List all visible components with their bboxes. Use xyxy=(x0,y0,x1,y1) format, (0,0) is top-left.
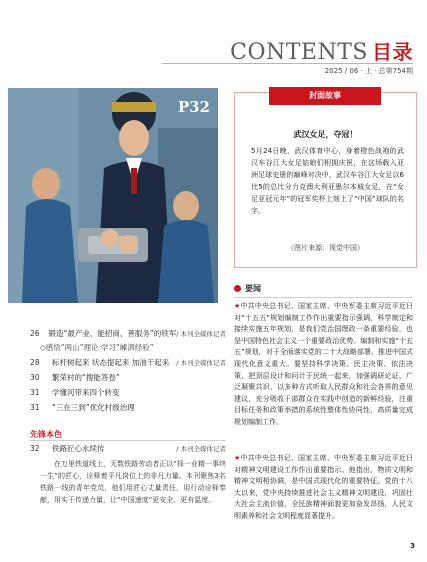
header-divider xyxy=(162,63,413,64)
toc-subheading[interactable]: ◇感悟“两山”理论 学习“嵊泗经验” xyxy=(40,343,154,352)
toc-author: / 本刊全媒体记者 xyxy=(176,445,226,453)
news-item xyxy=(234,453,413,523)
toc-entry[interactable] xyxy=(30,328,226,340)
toc-page-number: 28 xyxy=(30,358,40,367)
page-number: 3 xyxy=(410,542,415,550)
contents-en: CONTENTS xyxy=(230,40,368,65)
news-item xyxy=(234,301,413,429)
section-xianfeng-title: 先锋本色 xyxy=(30,430,62,439)
toc-entry[interactable] xyxy=(30,443,226,455)
star-icon: ★ xyxy=(234,454,241,462)
section-divider xyxy=(234,297,413,298)
section-yaowen xyxy=(234,283,261,294)
section-bullet-icon xyxy=(234,285,241,292)
toc-entry[interactable] xyxy=(30,357,226,369)
toc-title: 学懂河带来四个转变 xyxy=(52,388,120,397)
cover-story-headline[interactable]: 武汉女足，夺冠！ xyxy=(293,130,358,139)
news-text: 中共中央总书记、国家主席、中央军委主席习近平近日对“十五五”规划编制工作作出重要指示强调，科学制定和接续实施五年规划，是我们党治国理政一条重要经验，也是中国特色社会主义一个重要政治优势。编制和实施“十五五”规划，对于全面落实党的二十大战略部署、推进中国式现代化意义重大。要坚持科学决策、民主决策、依法决策，把顶层设计和问计于民统一起来，加强调研论证，广泛凝聚共识，以多种方式听取人民群众和社会各界的意见建议，充分吸收干部群众在实践中创造的新鲜经验，注重目标任务和政策举措的系统性整体性协同性，高质量完成规划编制工作。 xyxy=(234,302,414,426)
xianfeng-description: 在万里铁道线上，无数铁路劳动者正以“择一业精一事终一生”的匠心，诠释着平凡岗位上的非凡力量。本刊聚焦3名铁路一线的青年党员，他们用匠心丈量责任，用行动诠释奉献，用实干传递力量，让“中国速度”更安全、更有温度。 xyxy=(40,460,226,504)
contents-cn: 目录 xyxy=(372,40,413,64)
cover-story-box xyxy=(234,92,417,268)
toc-title: 标杆树起来 状态提起来 加油干起来 xyxy=(52,358,170,367)
railway-workers-illustration xyxy=(8,88,218,303)
toc-entry[interactable] xyxy=(30,402,226,414)
toc-entry[interactable] xyxy=(30,387,226,399)
toc-title: 铁路匠心永续传 xyxy=(52,444,105,453)
toc-page-number: 30 xyxy=(30,373,40,382)
toc-author: / 本刊全媒体记者 xyxy=(176,359,226,367)
toc-page-number: 31 xyxy=(30,403,40,412)
toc-page-number: 32 xyxy=(30,444,40,453)
section-yaowen-title: 要闻 xyxy=(245,284,261,293)
cover-story-body: 5月24日晚，武汉体育中心，身着橙色战袍的武汉车谷江大女足姑娘们相拥庆祝，在这场载入亚洲足球史册的巅峰对决中，武汉车谷江大女足以6比5的总比分力克澳大利亚墨尔本城女足，在“女足亚冠元年”的冠军奖杯上刻上了“中国”球队的名字。 xyxy=(251,147,404,215)
toc-entry[interactable] xyxy=(30,372,226,384)
cover-story-tag: 封面故事 xyxy=(269,87,381,105)
header xyxy=(0,0,427,86)
toc-title: 繁荣村的“搜能答卷” xyxy=(52,373,120,382)
news-text: 中共中央总书记、国家主席、中央军委主席习近平近日对精神文明建设工作作出重要指示。他指出，物质文明和精神文明相协调，是中国式现代化的重要特征。党的十八大以来，党中央持续推进社会主义精神文明建设，巩固壮大社会主流价值，全民族精神面貌更加奋发昂扬，人民文明素养和社会文明程度显著提升。 xyxy=(234,454,414,520)
section-divider xyxy=(30,440,226,441)
photo-page-label: P32 xyxy=(177,98,210,116)
feature-photo[interactable] xyxy=(8,88,218,303)
toc-page-number: 31 xyxy=(30,388,40,397)
cover-story-credit: （图片来源：视觉中国） xyxy=(287,244,364,252)
toc-title: “三在三到”优化村级治理 xyxy=(52,403,135,412)
star-icon: ★ xyxy=(234,302,241,310)
toc-author: / 本刊全媒体记者 xyxy=(176,330,226,338)
issue-info: 2025 / 06 · 上 · 总第754期 xyxy=(324,67,413,75)
contents-title xyxy=(230,36,413,65)
toc-title: 锻造“最产业、能招商、善服务”的铁军 xyxy=(48,329,177,338)
toc-page-number: 26 xyxy=(30,329,40,338)
